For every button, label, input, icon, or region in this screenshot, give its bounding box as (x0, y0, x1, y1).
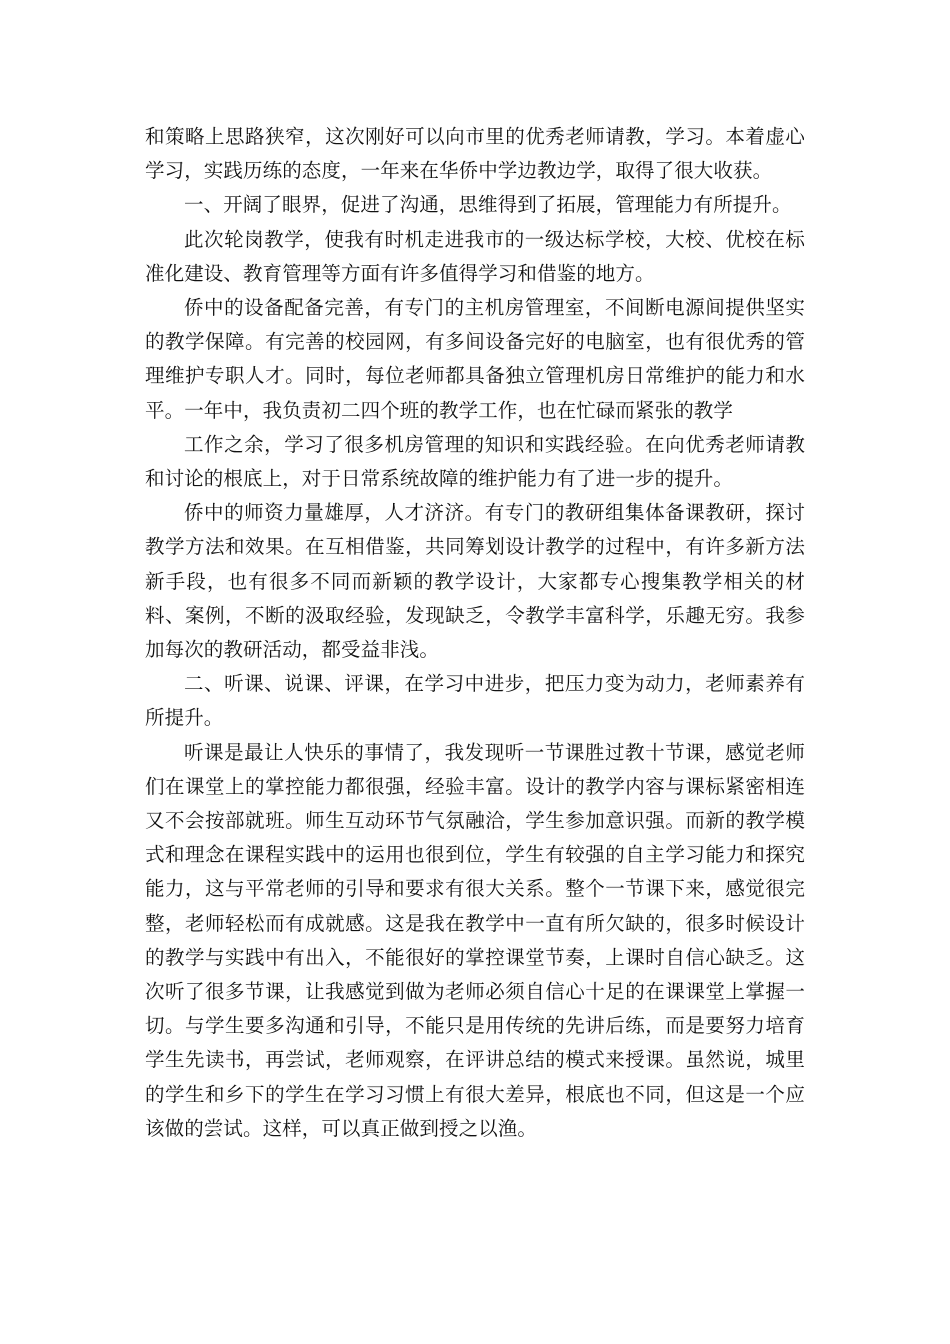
paragraph-1: 和策略上思路狭窄，这次刚好可以向市里的优秀老师请教，学习。本着虚心学习，实践历练的态度，一年来在华侨中学边教边学，取得了很大收获。 (145, 125, 805, 183)
heading-section-1: 一、开阔了眼界，促进了沟通，思维得到了拓展，管理能力有所提升。 (184, 193, 792, 217)
paragraph-6: 听课是最让人快乐的事情了，我发现听一节课胜过教十节课，感觉老师们在课堂上的掌控能力都很强，经验丰富。设计的教学内容与课标紧密相连又不会按部就班。师生互动环节气氛融洽，学生参加意识强。而新的教学模式和理念在课程实践中的运用也很到位，学生有较强的自主学习能力和探究能力，这与平常老师的引导和要求有很大关系。整个一节课下来，感觉很完整，老师轻松而有成就感。这是我在教学中一直有所欠缺的，很多时候设计的教学与实践中有出入，不能很好的掌控课堂节奏，上课时自信心缺乏。这次听了很多节课，让我感觉到做为老师必须自信心十足的在课课堂上掌握一切。与学生要多沟通和引导，不能只是用传统的先讲后练，而是要努力培育学生先读书，再尝试，老师观察，在评讲总结的模式来授课。虽然说，城里的学生和乡下的学生在学习习惯上有很大差异，根底也不同，但这是一个应该做的尝试。这样，可以真正做到授之以渔。 (145, 740, 805, 1140)
paragraph-5: 侨中的师资力量雄厚，人才济济。有专门的教研组集体备课教研，探讨教学方法和效果。在互相借鉴，共同筹划设计教学的过程中，有许多新方法新手段，也有很多不同而新颖的教学设计，大家都专心搜集教学相关的材料、案例，不断的汲取经验，发现缺乏，令教学丰富科学，乐趣无穷。我参加每次的教研活动，都受益非浅。 (145, 501, 805, 662)
paragraph-4: 工作之余，学习了很多机房管理的知识和实践经验。在向优秀老师请教和讨论的根底上，对于日常系统故障的维护能力有了进一步的提升。 (145, 432, 805, 491)
paragraph-2: 此次轮岗教学，使我有时机走进我市的一级达标学校，大校、优校在标准化建设、教育管理等方面有许多值得学习和借鉴的地方。 (145, 227, 805, 285)
document-page (145, 120, 805, 1146)
heading-section-2: 二、听课、说课、评课，在学习中进步，把压力变为动力，老师素养有所提升。 (145, 672, 805, 730)
paragraph-3: 侨中的设备配备完善，有专门的主机房管理室，不间断电源间提供坚实的教学保障。有完善的校园网，有多间设备完好的电脑室，也有很优秀的管理维护专职人才。同时，每位老师都具备独立管理机房日常维护的能力和水平。一年中，我负责初二四个班的教学工作，也在忙碌而紧张的教学 (145, 296, 805, 422)
